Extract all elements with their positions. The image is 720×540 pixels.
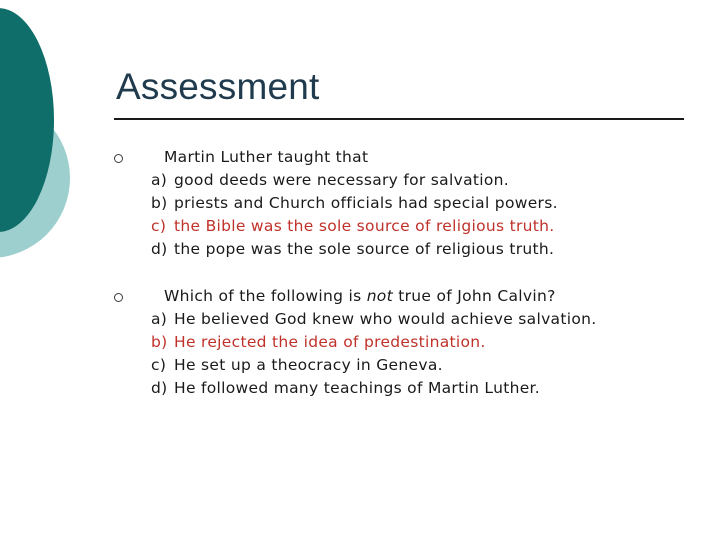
option-text: He followed many teachings of Martin Luther.: [174, 379, 541, 397]
question-stem: Martin Luther taught that: [164, 148, 369, 166]
option-text: good deeds were necessary for salvation.: [174, 171, 509, 189]
option-text: He believed God knew who would achieve salvation.: [174, 310, 597, 328]
option-c-correct-answer: [151, 215, 558, 238]
option-letter: d): [151, 240, 168, 258]
option-letter: b): [151, 333, 168, 351]
title-divider: [114, 118, 684, 120]
question-stem: [151, 285, 596, 308]
bullet-circle-icon: [114, 154, 123, 163]
option-text: the Bible was the sole source of religious truth.: [174, 217, 555, 235]
option-text: He set up a theocracy in Geneva.: [174, 356, 443, 374]
stem-emphasis: not: [366, 287, 393, 305]
decorative-circles: [0, 0, 120, 300]
option-a: [151, 308, 596, 331]
option-c: [151, 354, 596, 377]
slide-title: Assessment: [116, 66, 320, 107]
option-letter: c): [151, 217, 167, 235]
option-b: [151, 192, 558, 215]
option-letter: b): [151, 194, 168, 212]
option-text: the pope was the sole source of religious truth.: [174, 240, 555, 258]
option-b-correct-answer: [151, 331, 596, 354]
option-d: [151, 238, 558, 261]
option-d: [151, 377, 596, 400]
option-letter: d): [151, 379, 168, 397]
option-a: [151, 169, 558, 192]
option-letter: a): [151, 310, 168, 328]
option-text: priests and Church officials had special powers.: [174, 194, 558, 212]
option-text: He rejected the idea of predestination.: [174, 333, 486, 351]
stem-text: Which of the following is: [164, 287, 367, 305]
bullet-circle-icon: [114, 293, 123, 302]
option-letter: a): [151, 171, 168, 189]
stem-text: true of John Calvin?: [392, 287, 556, 305]
option-letter: c): [151, 356, 167, 374]
